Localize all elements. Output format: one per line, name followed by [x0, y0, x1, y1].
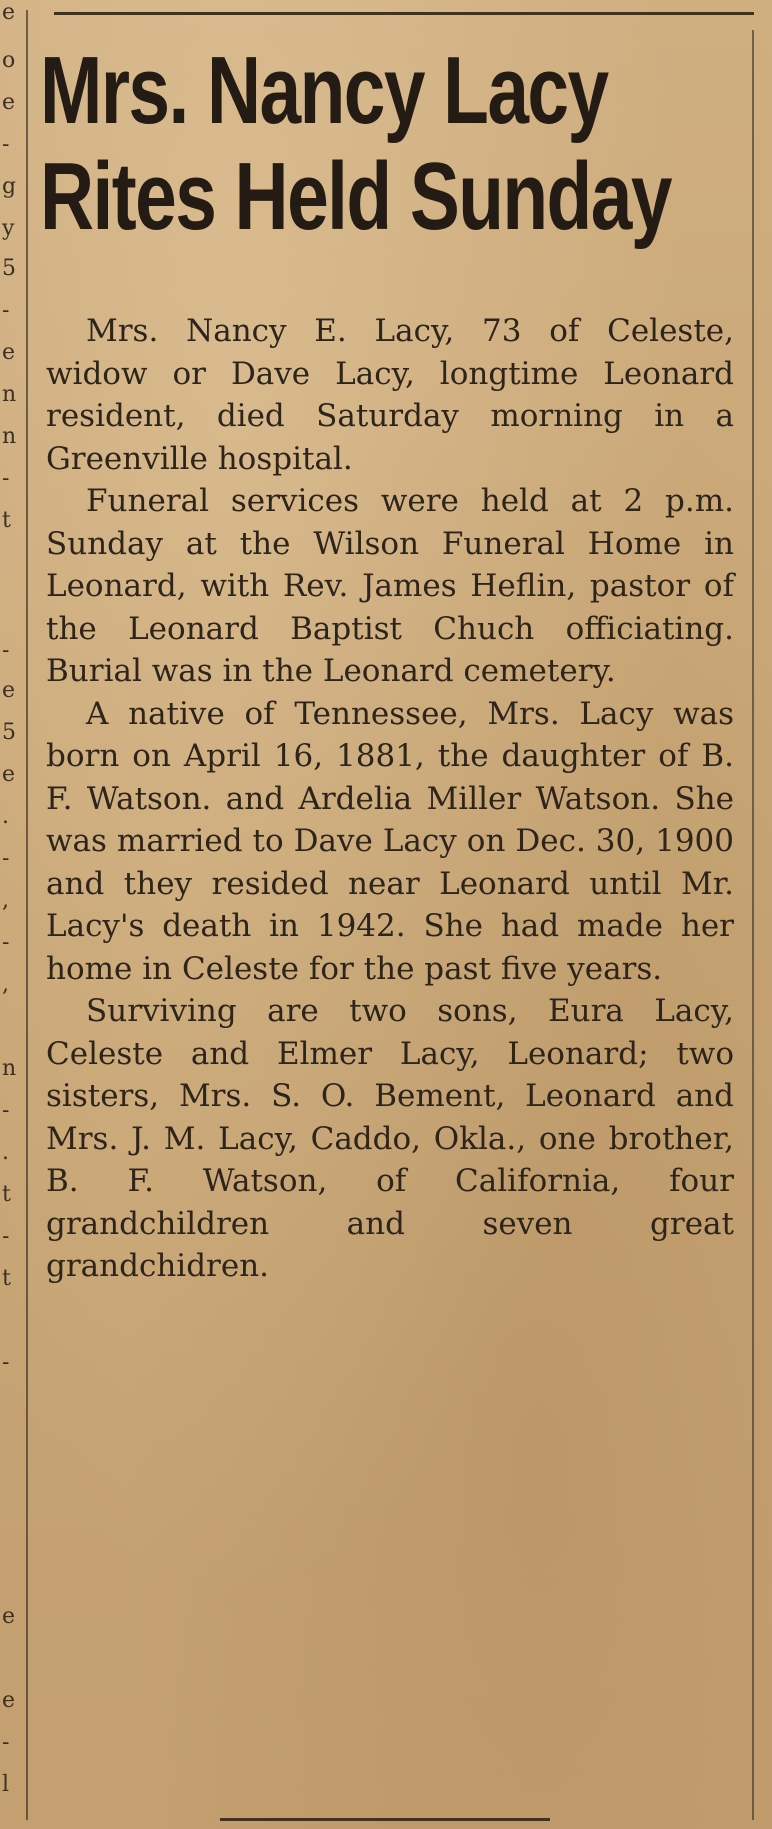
gutter-char: -	[2, 298, 10, 323]
gutter-char: -	[2, 846, 10, 871]
bottom-rule	[220, 1818, 550, 1821]
gutter-char: -	[2, 1098, 10, 1123]
gutter-char: -	[2, 1730, 10, 1755]
gutter-char: ,	[2, 888, 9, 913]
gutter-char: t	[2, 1182, 11, 1207]
gutter-char: y	[2, 216, 15, 241]
gutter-char: e	[2, 678, 16, 703]
gutter-char: ,	[2, 972, 9, 997]
paragraph-biography: A native of Tennessee, Mrs. Lacy was born on April 16, 1881, the daughter of B. F. Watson. and Ardelia Miller Watson. She was married to Dave Lacy on Dec. 30, 1900 and they resided near Leonard until Mr. Lacy's death in 1942. She had made her home in Celeste for the past five years.	[46, 695, 734, 987]
headline	[40, 37, 671, 250]
column-rule-right	[752, 30, 754, 1820]
paragraph-death-notice: Mrs. Nancy E. Lacy, 73 of Celeste, widow or Dave Lacy, longtime Leonard resident, died Saturday morning in a Greenville hospital.	[46, 313, 734, 477]
adjacent-column-fragment	[0, 0, 24, 1829]
gutter-char: e	[2, 0, 16, 25]
gutter-char: t	[2, 1266, 11, 1291]
gutter-char: 5	[2, 720, 16, 745]
gutter-char: n	[2, 382, 17, 407]
gutter-char: e	[2, 90, 16, 115]
gutter-char: -	[2, 132, 10, 157]
article-body	[46, 310, 734, 1288]
gutter-char: n	[2, 424, 17, 449]
gutter-char: -	[2, 638, 10, 663]
gutter-char: -	[2, 930, 10, 955]
gutter-char: e	[2, 1604, 16, 1629]
gutter-char: .	[2, 1140, 9, 1165]
gutter-char: g	[2, 174, 17, 199]
gutter-char: t	[2, 508, 11, 533]
gutter-char: e	[2, 340, 16, 365]
gutter-char: n	[2, 1056, 17, 1081]
gutter-char: -	[2, 1350, 10, 1375]
headline-line-1: Mrs. Nancy Lacy	[40, 37, 608, 144]
gutter-char: 5	[2, 256, 16, 281]
gutter-char: e	[2, 1688, 16, 1713]
gutter-char: .	[2, 804, 9, 829]
gutter-char: l	[2, 1772, 10, 1797]
gutter-char: e	[2, 762, 16, 787]
paragraph-survivors: Surviving are two sons, Eura Lacy, Celeste and Elmer Lacy, Leonard; two sisters, Mrs. S. O. Bement, Leonard and Mrs. J. M. Lacy, Caddo, Okla., one brother, B. F. Watson, of California, four grandchildren and seven great grandchidren.	[46, 993, 734, 1284]
column-rule-left	[26, 10, 28, 1820]
headline-line-2: Rites Held Sunday	[40, 143, 671, 250]
gutter-char: o	[2, 48, 16, 73]
gutter-char: -	[2, 1224, 10, 1249]
top-rule	[54, 12, 754, 15]
gutter-char: -	[2, 466, 10, 491]
paragraph-funeral-services: Funeral services were held at 2 p.m. Sunday at the Wilson Funeral Home in Leonard, with Rev. James Heflin, pastor of the Leonard Baptist Chuch officiating. Burial was in the Leonard cemetery.	[46, 483, 734, 689]
